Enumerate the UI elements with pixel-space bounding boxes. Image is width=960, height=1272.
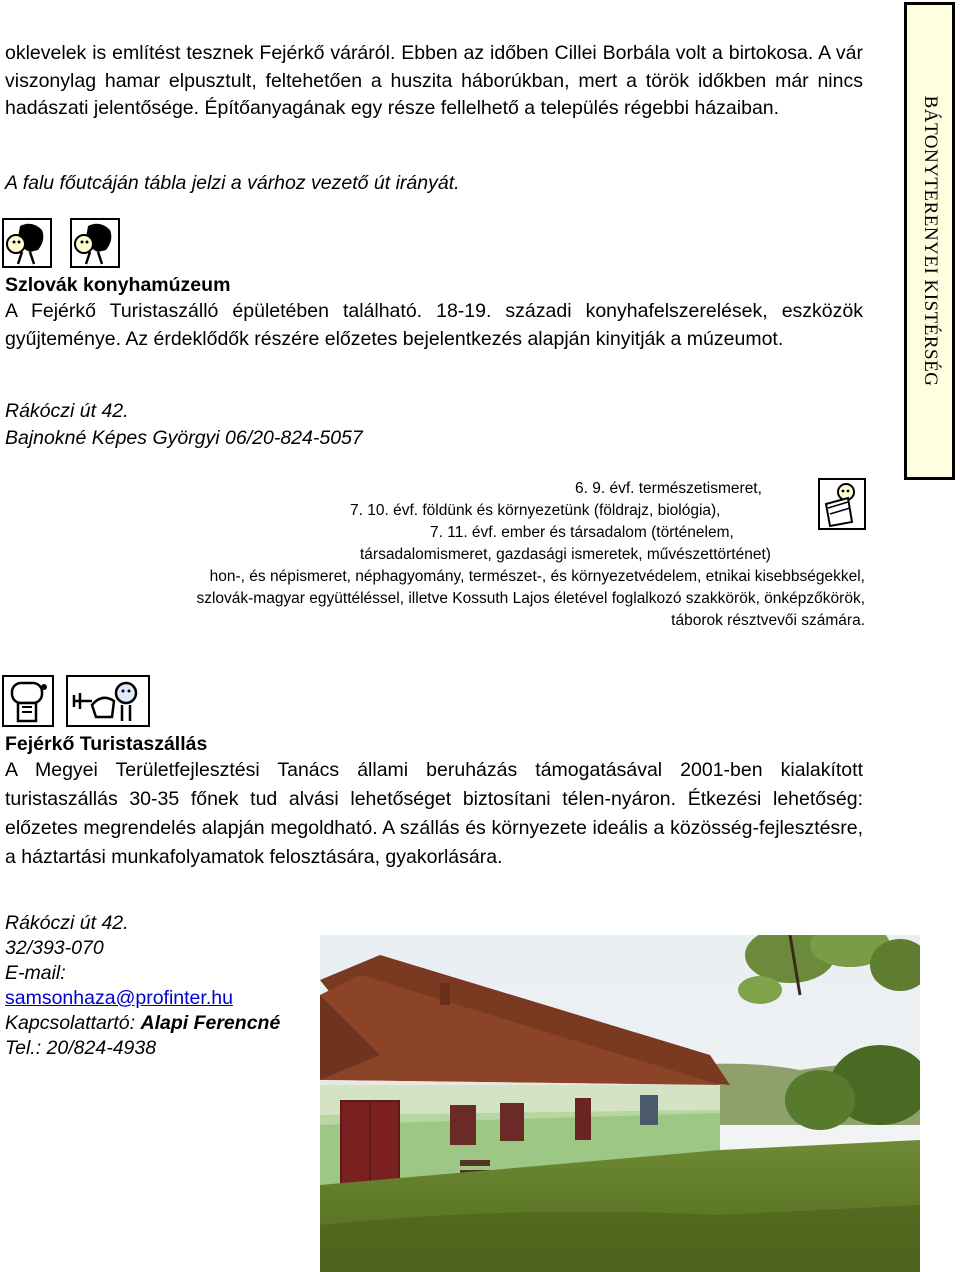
hostel-email-link[interactable]	[5, 985, 233, 1013]
hostel-photo	[320, 935, 920, 1272]
museum-title: Szlovák konyhamúzeum	[5, 274, 231, 296]
intro-paragraph: oklevelek is említést tesznek Fejérkő váráról. Ebben az időben Cillei Borbála volt a birtokosa. A vár viszonylag hamar elpusztult, feltehetően a huszita háborúkban, mert a török időkben már nincs hadászati jelentősége. Építőanyagának egy része fellelhető a település régebbi házaiban.	[5, 42, 863, 119]
school-line-5: hon-, és népismeret, néphagyomány, természet-, és környezetvédelem, etnikai kisebbségekkel,	[209, 568, 865, 585]
museum-guide-icon	[70, 218, 120, 268]
school-line-1: 6. 9. évf. természetismeret,	[575, 480, 762, 497]
contact-label: Kapcsolattartó:	[5, 1012, 141, 1034]
hostel-address: Rákóczi út 42.	[5, 912, 129, 934]
school-line-3: 7. 11. évf. ember és társadalom (történelem,	[430, 524, 734, 541]
hostel-tel: Tel.: 20/824-4938	[5, 1037, 157, 1059]
hostel-title: Fejérkő Turistaszállás	[5, 733, 208, 755]
hostel-contact	[5, 1010, 280, 1038]
museum-contact: Bajnokné Képes Györgyi 06/20-824-5057	[5, 427, 363, 449]
email-link-text[interactable]: samsonhaza@profinter.hu	[5, 987, 233, 1009]
museum-guide-icon	[2, 218, 52, 268]
mailbox-icon	[2, 675, 54, 727]
hostel-email-label: E-mail:	[5, 962, 66, 984]
dining-icon	[66, 675, 150, 727]
museum-description: A Fejérkő Turistaszálló épületében található. 18-19. századi konyhafelszerelések, eszközök gyűjteménye. Az érdeklődők részére előzetes bejelentkezés alapján kinyitják a múzeumot.	[5, 300, 863, 350]
contact-name: Alapi Ferencné	[140, 1012, 281, 1034]
hostel-phone: 32/393-070	[5, 937, 104, 959]
sidebar-banner	[904, 2, 955, 480]
school-line-4: társadalomismeret, gazdasági ismeretek, művészettörténet)	[360, 546, 771, 563]
sidebar-label: BÁTONYTERENYEI KISTÉRSÉG	[919, 95, 941, 387]
sign-note: A falu főutcáján tábla jelzi a várhoz vezető út irányát.	[5, 172, 460, 194]
museum-address: Rákóczi út 42.	[5, 400, 129, 422]
student-book-icon	[818, 478, 866, 530]
school-line-2: 7. 10. évf. földünk és környezetünk (földrajz, biológia),	[350, 502, 721, 519]
school-line-7: táborok résztvevői számára.	[671, 612, 865, 629]
school-line-6: szlovák-magyar együttéléssel, illetve Kossuth Lajos életével foglalkozó szakkörök, önképzőkörök,	[196, 590, 865, 607]
hostel-description: A Megyei Területfejlesztési Tanács állami beruházás támogatásával 2001-ben kialakított turistaszállás 30-35 főnek tud alvási lehetőséget biztosítani télen-nyáron. Étkezési lehetőség: előzetes megrendelés alapján megoldható. A szállás és környezete ideális a közösség-fejlesztésre, a háztartási munkafolyamatok felosztására, gyakorlására.	[5, 759, 863, 868]
